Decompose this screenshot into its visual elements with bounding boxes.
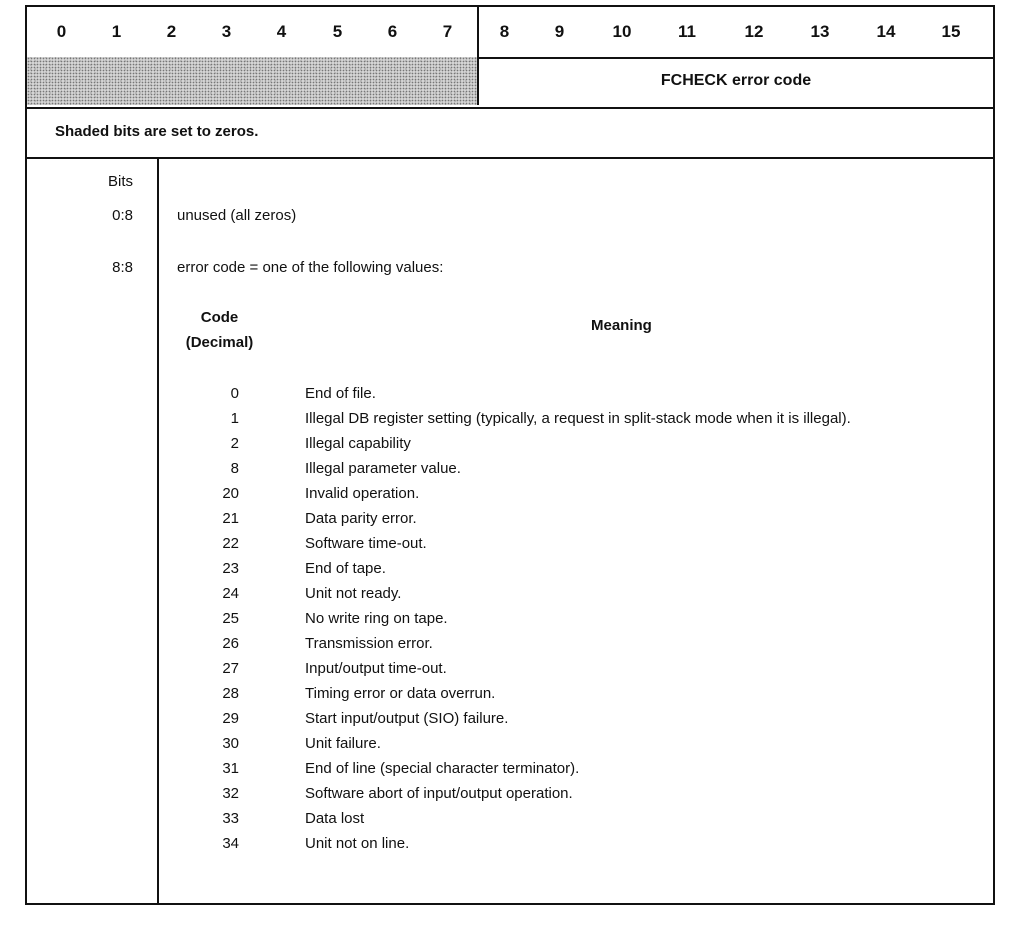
table-row (159, 481, 993, 506)
table-row (159, 531, 993, 556)
code-header-line: Code (200, 309, 239, 326)
error-meaning: End of file. (305, 385, 376, 402)
byte-divider (477, 7, 479, 57)
bit-description: unused (all zeros) (177, 207, 297, 224)
code-column-header (177, 305, 262, 355)
error-meaning: Start input/output (SIO) failure. (305, 710, 509, 727)
error-meaning: Unit failure. (305, 735, 381, 752)
error-meaning: End of tape. (305, 560, 386, 577)
bit-number: 15 (941, 22, 961, 41)
bit-number: 8 (499, 22, 510, 41)
bit-number: 11 (678, 22, 696, 41)
bit-number: 10 (612, 22, 632, 41)
error-code: 33 (222, 810, 239, 827)
bit-number: 4 (276, 22, 287, 41)
error-meaning: Data parity error. (305, 510, 417, 527)
error-code: 32 (222, 785, 239, 802)
bit-description: error code = one of the following values: (177, 259, 444, 276)
error-meaning: Unit not ready. (305, 585, 402, 602)
bit-number: 6 (387, 22, 398, 41)
table-row (159, 631, 993, 656)
table-row (159, 831, 993, 856)
error-code: 20 (222, 485, 239, 502)
fcheck-error-code-field: FCHECK error code (660, 72, 812, 89)
bit-number: 2 (166, 22, 177, 41)
error-meaning: Invalid operation. (305, 485, 420, 502)
error-meaning: Software time-out. (305, 535, 427, 552)
table-row (159, 756, 993, 781)
table-row (159, 681, 993, 706)
error-code: 22 (222, 535, 239, 552)
field-layout-row (27, 57, 993, 109)
error-meaning: No write ring on tape. (305, 610, 448, 627)
bit-number: 9 (554, 22, 565, 41)
bit-number: 5 (332, 22, 343, 41)
bits-header: Bits (107, 173, 133, 190)
bit-number-row (27, 7, 993, 59)
bit-number: 12 (744, 22, 764, 41)
description-column (159, 159, 993, 903)
error-code: 8 (230, 460, 239, 477)
error-meaning: End of line (special character terminator). (305, 760, 580, 777)
note-row (27, 107, 993, 159)
error-code: 26 (222, 635, 239, 652)
error-code: 25 (222, 610, 239, 627)
error-code: 23 (222, 560, 239, 577)
error-code: 28 (222, 685, 239, 702)
table-row (159, 556, 993, 581)
table-row (159, 781, 993, 806)
error-meaning: Illegal DB register setting (typically, a request in split-stack mode when it is illegal). (305, 410, 851, 427)
bit-number: 13 (810, 22, 830, 41)
error-code: 29 (222, 710, 239, 727)
shaded-zero-bits (27, 57, 477, 105)
bit-range: 0:8 (112, 207, 133, 224)
error-code: 2 (230, 435, 239, 452)
table-row (159, 431, 993, 456)
bit-number: 1 (111, 22, 122, 41)
bit-number: 3 (221, 22, 232, 41)
error-code: 31 (222, 760, 239, 777)
table-row (159, 581, 993, 606)
error-code: 34 (222, 835, 239, 852)
error-meaning: Software abort of input/output operation. (305, 785, 573, 802)
bit-number: 7 (442, 22, 453, 41)
table-row (159, 456, 993, 481)
error-code: 0 (230, 385, 239, 402)
meaning-column-header: Meaning (591, 317, 652, 334)
error-meaning: Unit not on line. (305, 835, 410, 852)
bit-range: 8:8 (112, 259, 133, 276)
error-meaning: Input/output time-out. (305, 660, 447, 677)
error-meaning: Illegal capability (305, 435, 411, 452)
error-code: 27 (222, 660, 239, 677)
table-row (159, 706, 993, 731)
error-code: 24 (222, 585, 239, 602)
shading-note: Shaded bits are set to zeros. (55, 123, 259, 140)
error-code: 1 (230, 410, 239, 427)
error-meaning: Data lost (305, 810, 365, 827)
bit-description-area (27, 159, 993, 903)
table-row (159, 656, 993, 681)
error-code: 30 (222, 735, 239, 752)
table-row (159, 506, 993, 531)
error-code-table (159, 381, 993, 856)
code-header-line: (Decimal) (185, 334, 254, 351)
error-meaning: Timing error or data overrun. (305, 685, 496, 702)
error-meaning: Transmission error. (305, 635, 433, 652)
bit-number: 0 (56, 22, 67, 41)
table-row (159, 806, 993, 831)
table-row (159, 606, 993, 631)
error-code: 21 (222, 510, 239, 527)
error-meaning: Illegal parameter value. (305, 460, 461, 477)
table-row (159, 381, 993, 406)
bit-number: 14 (876, 22, 896, 41)
bits-column (27, 159, 157, 903)
register-diagram-frame (25, 5, 995, 905)
table-row (159, 406, 993, 431)
table-row (159, 731, 993, 756)
